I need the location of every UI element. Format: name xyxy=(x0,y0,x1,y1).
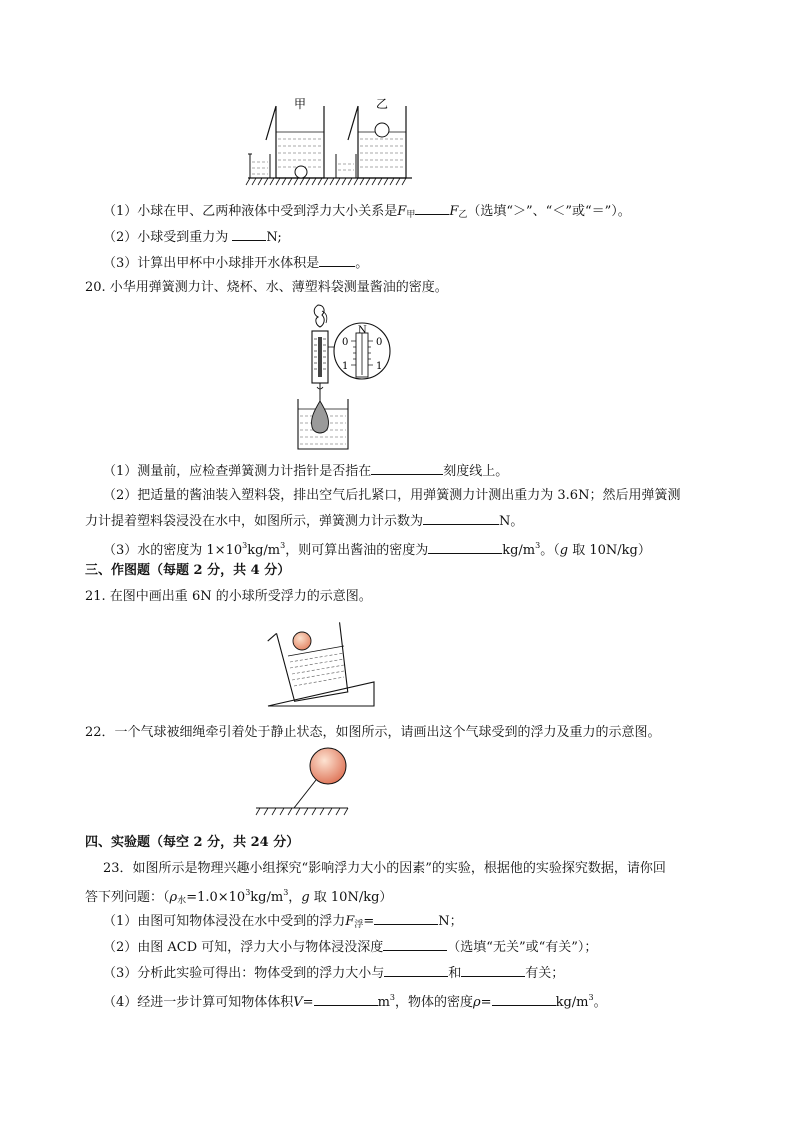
answer-blank[interactable] xyxy=(492,992,556,1006)
figure-balloon xyxy=(250,746,360,816)
q23-part2: （2）由图 ACD 可知，浮力大小与物体浸没深度 （选填“无关”或“有关”）； xyxy=(103,937,597,957)
answer-blank[interactable] xyxy=(384,963,448,977)
figure-jia-yi-beakers xyxy=(240,92,420,188)
q19-part1: （1）小球在甲、乙两种液体中受到浮力大小关系是$F_甲$ $F_乙$（选填“＞”、“＜”或“＝”）。 xyxy=(103,201,631,224)
fig-label-1: 1 xyxy=(342,361,349,372)
answer-blank[interactable] xyxy=(415,201,449,215)
fig-label-0: 0 xyxy=(342,337,349,348)
fig-label-N: N xyxy=(358,325,367,336)
q23-part1: （1）由图可知物体浸没在水中受到的浮力$F_浮= N$； xyxy=(103,911,463,934)
answer-blank[interactable] xyxy=(374,911,438,925)
answer-blank[interactable] xyxy=(319,253,355,267)
answer-blank[interactable] xyxy=(232,227,266,241)
q22-stem: 22．一个气球被细绳牵引着处于静止状态，如图所示，请画出这个气球受到的浮力及重力的示意图。 xyxy=(85,725,661,740)
fig-label-1: 1 xyxy=(376,361,383,372)
q19-part2: （2）小球受到重力为 N; xyxy=(103,227,282,247)
fig-label-0: 0 xyxy=(376,337,383,348)
q20-part3: （3）水的密度为 $1\times 10^3kg/m^3$，则可算出酱油的密度为 $kg/m^3$。（g 取 10N/kg） xyxy=(103,541,651,558)
q19-part3: （3）计算出甲杯中小球排开水体积是 。 xyxy=(103,253,368,273)
figure-incline-beaker xyxy=(252,616,382,708)
section3-title: 三、作图题（每题 2 分，共 4 分） xyxy=(85,563,291,578)
q20-part2-line2: 力计提着塑料袋浸没在水中，如图所示，弹簧测力计示数为 N。 xyxy=(85,511,523,531)
q23-part4: （4）经进一步计算可知物体体积$V= m^3$，物体的密度$\rho= kg/m^3$。 xyxy=(103,993,607,1010)
q23-stem-line2: 答下列问题：（$\rho_水=1.0\times 10^3kg/m^3$，g 取 10N/kg） xyxy=(85,888,393,906)
figure-spring-scale xyxy=(292,303,402,453)
answer-blank[interactable] xyxy=(461,963,525,977)
q20-part2-line1: （2）把适量的酱油装入塑料袋，排出空气后扎紧口，用弹簧测力计测出重力为 3.6N；然后用弹簧测 xyxy=(103,488,681,503)
answer-blank[interactable] xyxy=(314,992,378,1006)
section4-title: 四、实验题（每空 2 分，共 24 分） xyxy=(85,835,300,850)
answer-blank[interactable] xyxy=(383,937,447,951)
q20-stem: 20. 小华用弹簧测力计、烧杯、水、薄塑料袋测量酱油的密度。 xyxy=(85,280,448,295)
q23-part3: （3）分析此实验可得出：物体受到的浮力大小与 和 有关； xyxy=(103,963,564,983)
label-yi: 乙 xyxy=(376,97,389,111)
q20-part1: （1）测量前，应检查弹簧测力计指针是否指在 刻度线上。 xyxy=(103,461,508,481)
answer-blank[interactable] xyxy=(423,511,499,525)
label-jia: 甲 xyxy=(294,97,307,111)
q23-stem-line1: 23．如图所示是物理兴趣小组探究“影响浮力大小的因素”的实验，根据他的实验探究数据，请你回 xyxy=(103,861,666,876)
q21-stem: 21. 在图中画出重 6N 的小球所受浮力的示意图。 xyxy=(85,589,372,604)
answer-blank[interactable] xyxy=(428,540,502,554)
answer-blank[interactable] xyxy=(371,461,443,475)
